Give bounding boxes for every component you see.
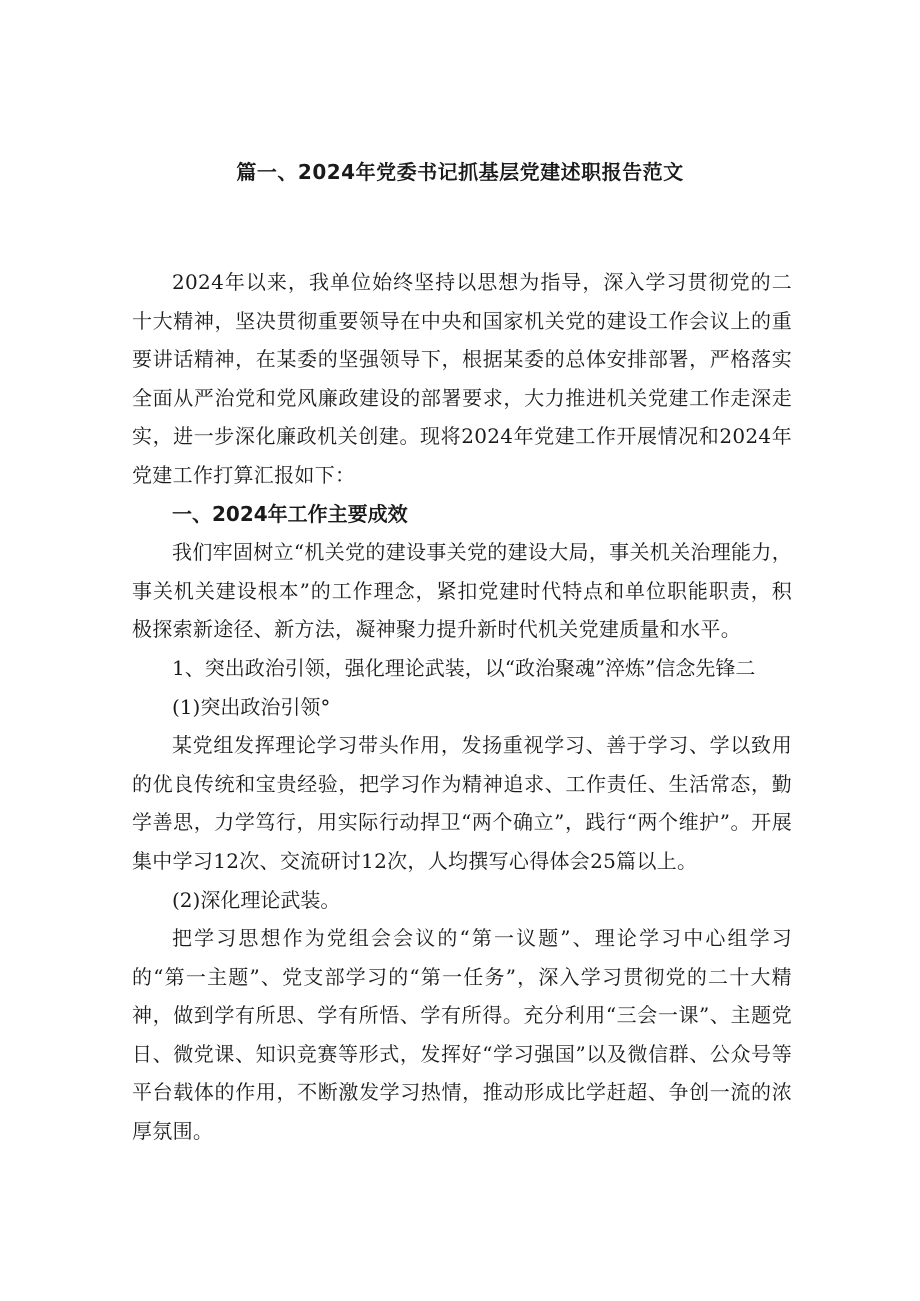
subsection-heading: 1、突出政治引领，强化理论武装，以“政治聚魂”淬炼”信念先锋二 bbox=[172, 655, 756, 680]
intro-paragraph: 2024年以来，我单位始终坚持以思想为指导，深入学习贯彻党的二十大精神，坚决贯彻重要领导在中央和国家机关党的建设工作会议上的重要讲话精神，在某委的坚强领导下，根据某委的总体安排部署，严格落实全面从严治党和党风廉政建设的部署要求，大力推进机关党建工作走深走实，进一步深化廉政机关创建。现将2024年党建工作开展情况和2024年党建工作打算汇报如下： bbox=[132, 270, 792, 487]
section-paragraph: 我们牢固树立“机关党的建设事关党的建设大局，事关机关治理能力，事关机关建设根本”的工作理念，紧扣党建时代特点和单位职能职责，积极探索新途径、新方法，凝神聚力提升新时代机关党建质量和水平。 bbox=[132, 540, 792, 642]
document-title: 篇一、2024年党委书记抓基层党建述职报告范文 bbox=[236, 160, 684, 184]
item-heading-2: (2)深化理论武装。 bbox=[172, 887, 341, 912]
document-body bbox=[132, 263, 792, 1151]
item-paragraph-2: 把学习思想作为党组会会议的“第一议题”、理论学习中心组学习的“第一主题”、党支部学习的“第一任务”，深入学习贯彻党的二十大精神，做到学有所思、学有所悟、学有所得。充分利用“三会一课”、主题党日、微党课、知识竞赛等形式，发挥好“学习强国”以及微信群、公众号等平台载体的作用，不断激发学习热情，推动形成比学赶超、争创一流的浓厚氛围。 bbox=[132, 926, 792, 1144]
item-heading-1: (1)突出政治引领° bbox=[172, 694, 331, 719]
item-paragraph-1: 某党组发挥理论学习带头作用，发扬重视学习、善于学习、学以致用的优良传统和宝贵经验，把学习作为精神追求、工作责任、生活常态，勤学善思，力学笃行，用实际行动捍卫“两个确立”，践行“两个维护”。开展集中学习12次、交流研讨12次，人均撰写心得体会25篇以上。 bbox=[132, 733, 792, 873]
section-heading: 一、2024年工作主要成效 bbox=[172, 501, 408, 526]
